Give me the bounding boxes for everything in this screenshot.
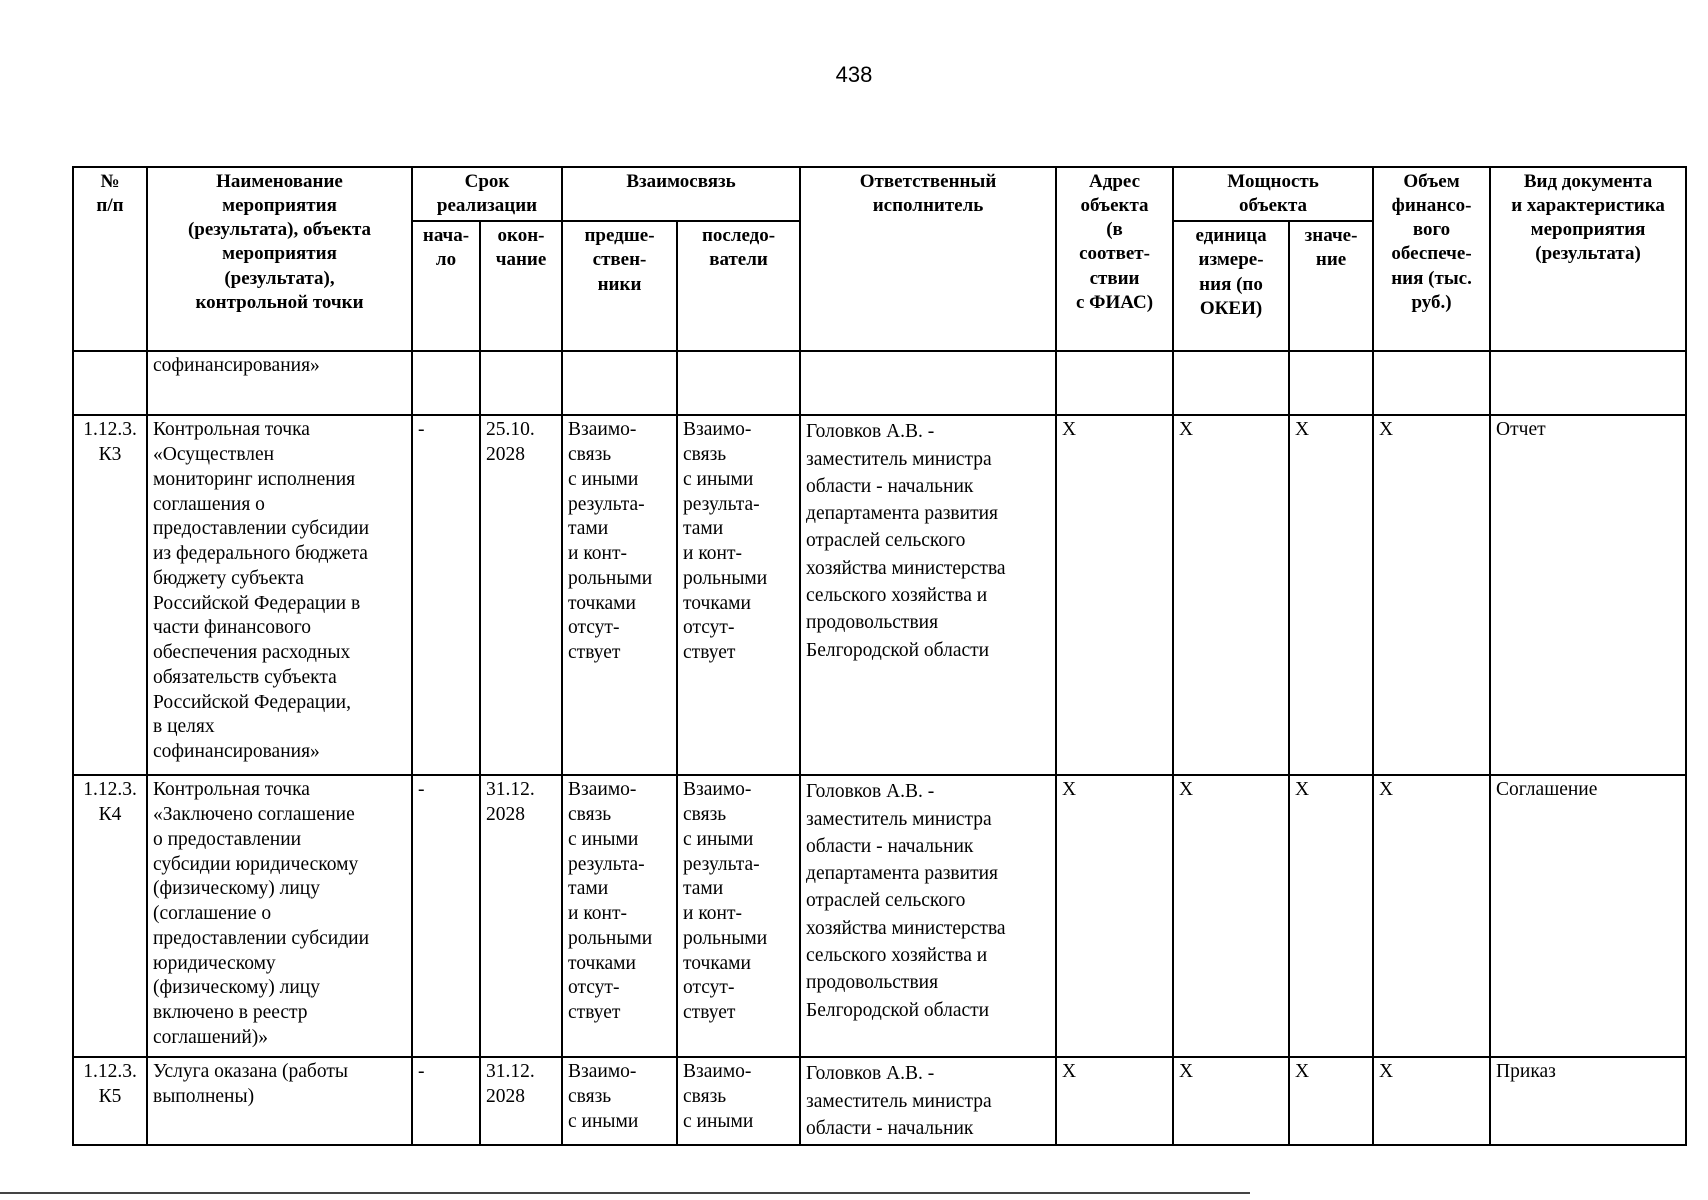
cell-finance: Х: [1373, 415, 1490, 775]
cell-name: Контрольная точка «Заключено соглашение о предоставлении субсидии юридическому (физическому) лицу (соглашение о предоставлении субсидии юридическому (физическому) лицу включено в реестр соглашений)»: [147, 775, 412, 1057]
cell-unit: Х: [1173, 1057, 1289, 1145]
cell-unit: Х: [1173, 775, 1289, 1057]
table-row: [73, 775, 1686, 1057]
table-row: [73, 1057, 1686, 1145]
header-link-prev: предше- ствен- ники: [562, 221, 677, 351]
activities-table: [72, 166, 1687, 1146]
cell-empty: [480, 351, 562, 415]
header-responsible: Ответственный исполнитель: [800, 167, 1056, 351]
cell-empty: [1490, 351, 1686, 415]
cell-doc: Отчет: [1490, 415, 1686, 775]
table-row: [73, 415, 1686, 775]
scan-edge-line: [0, 1192, 1250, 1194]
header-name: Наименование мероприятия (результата), объекта мероприятия (результата), контрольной точки: [147, 167, 412, 351]
cell-finance: Х: [1373, 775, 1490, 1057]
cell-empty: [1173, 351, 1289, 415]
cell-start: -: [412, 775, 480, 1057]
page-number: 438: [835, 62, 873, 87]
cell-empty: [800, 351, 1056, 415]
header-period-end: окон- чание: [480, 221, 562, 351]
cell-num: [73, 351, 147, 415]
cell-end: 25.10. 2028: [480, 415, 562, 775]
header-num: № п/п: [73, 167, 147, 351]
header-period-start: нача- ло: [412, 221, 480, 351]
header-capacity-value: значе- ние: [1289, 221, 1373, 351]
cell-address: Х: [1056, 1057, 1173, 1145]
cell-value: Х: [1289, 1057, 1373, 1145]
cell-doc: Соглашение: [1490, 775, 1686, 1057]
cell-name: Контрольная точка «Осуществлен мониторинг исполнения соглашения о предоставлении субсидии из федерального бюджета бюджету субъекта Российской Федерации в части финансового обеспечения расходных обязательств субъекта Российской Федерации, в целях софинансирования»: [147, 415, 412, 775]
cell-value: Х: [1289, 775, 1373, 1057]
cell-prev: Взаимо- связь с иными результа- тами и конт- рольными точками отсут- ствует: [562, 415, 677, 775]
cell-prev: Взаимо- связь с иными результа- тами и конт- рольными точками отсут- ствует: [562, 775, 677, 1057]
header-doc-type: Вид документа и характеристика мероприятия (результата): [1490, 167, 1686, 351]
cell-num: 1.12.3. К4: [73, 775, 147, 1057]
cell-end: 31.12. 2028: [480, 1057, 562, 1145]
cell-finance: Х: [1373, 1057, 1490, 1145]
header-finance: Объем финансо- вого обеспече- ния (тыс. руб.): [1373, 167, 1490, 351]
cell-empty: [412, 351, 480, 415]
cell-num: 1.12.3. К5: [73, 1057, 147, 1145]
cell-start: -: [412, 415, 480, 775]
cell-empty: [1373, 351, 1490, 415]
header-capacity: Мощность объекта: [1173, 167, 1373, 221]
cell-doc: Приказ: [1490, 1057, 1686, 1145]
cell-responsible: Головков А.В. - заместитель министра области - начальник департамента развития отраслей сельского хозяйства министерства сельского хозяйства и продовольствия Белгородской области: [800, 415, 1056, 775]
cell-empty: [677, 351, 800, 415]
cell-address: Х: [1056, 415, 1173, 775]
header-address: Адрес объекта (в соответ- ствии с ФИАС): [1056, 167, 1173, 351]
cell-end: 31.12. 2028: [480, 775, 562, 1057]
cell-next: Взаимо- связь с иными результа- тами и конт- рольными точками отсут- ствует: [677, 775, 800, 1057]
header-link-next: последо- ватели: [677, 221, 800, 351]
cell-empty: [1056, 351, 1173, 415]
cell-next: Взаимо- связь с иными результа- тами и конт- рольными точками отсут- ствует: [677, 415, 800, 775]
cell-name: Услуга оказана (работы выполнены): [147, 1057, 412, 1145]
header-capacity-unit: единица измере- ния (по ОКЕИ): [1173, 221, 1289, 351]
header-period: Срок реализации: [412, 167, 562, 221]
cell-empty: [562, 351, 677, 415]
cell-start: -: [412, 1057, 480, 1145]
cell-address: Х: [1056, 775, 1173, 1057]
table-row-continuation: [73, 351, 1686, 415]
cell-unit: Х: [1173, 415, 1289, 775]
cell-prev: Взаимо- связь с иными: [562, 1057, 677, 1145]
cell-value: Х: [1289, 415, 1373, 775]
cell-num: 1.12.3. К3: [73, 415, 147, 775]
cell-name: софинансирования»: [147, 351, 412, 415]
header-link: Взаимосвязь: [562, 167, 800, 221]
cell-next: Взаимо- связь с иными: [677, 1057, 800, 1145]
cell-empty: [1289, 351, 1373, 415]
header-row-top: [73, 167, 1686, 221]
cell-responsible: Головков А.В. - заместитель министра области - начальник департамента развития отраслей сельского хозяйства министерства сельского хозяйства и продовольствия Белгородской области: [800, 775, 1056, 1057]
cell-responsible: Головков А.В. - заместитель министра области - начальник: [800, 1057, 1056, 1145]
